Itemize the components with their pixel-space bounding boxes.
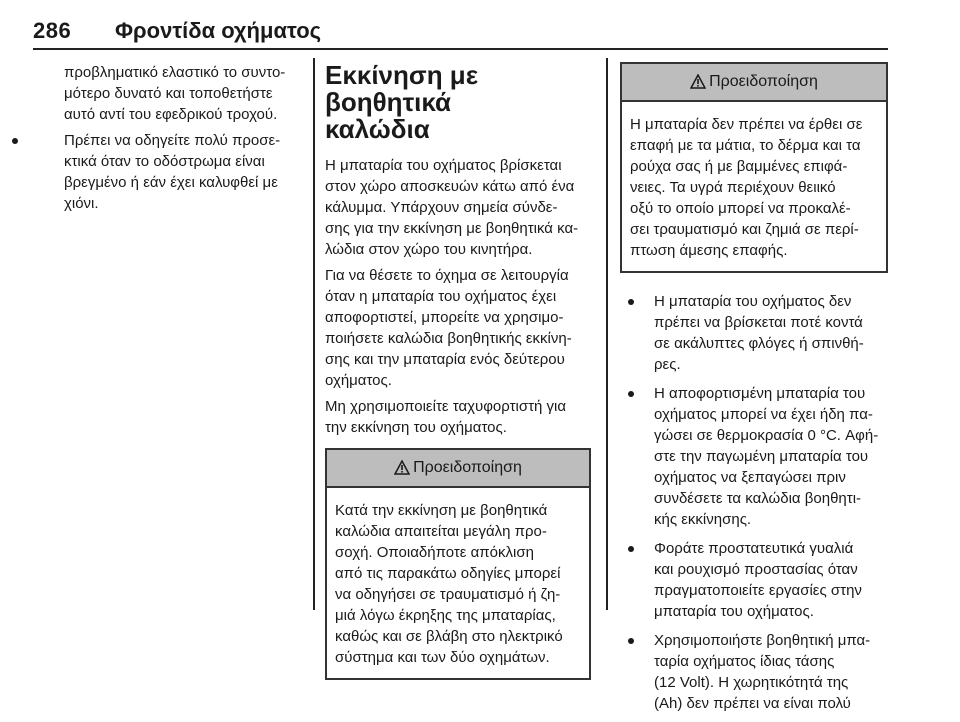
text-line: οχήματος μπορεί να έχει ήδη πα- [654,406,873,423]
text-line: καθώς και σε βλάβη στο ηλεκτρικό [335,628,563,645]
warning-title: Προειδοποίηση [709,73,818,90]
column-divider [606,58,608,610]
text-line: νειες. Τα υγρά περιέχουν θειικό [630,179,836,196]
text-line: προβληματικό ελαστικό το συντο- [64,64,286,81]
warning-triangle-icon [394,453,410,489]
text-line: λώδια στον χώρο του κινητήρα. [325,241,533,258]
text-line: ρούχα σας ή με βαμμένες επιφά- [630,158,848,175]
text-line: αυτό αντί του εφεδρικού τροχού. [64,106,278,123]
bullet-dot [628,638,634,644]
text-line: και ρουχισμό προστασίας όταν [654,561,858,578]
page-title: Φροντίδα οχήματος [115,18,322,43]
heading-line: καλώδια [325,114,430,144]
text-line: πτωση άμεσης επαφής. [630,242,788,259]
text-line: οχήματος. [325,372,392,389]
text-line: σης και την μπαταρία ενός δεύτερου [325,351,565,368]
text-line: κτικά όταν το οδόστρωμα είναι [64,153,265,170]
warning-body [622,102,886,271]
text-line: ρες. [654,356,681,373]
warning-triangle-icon [690,67,706,103]
text-line: κής εκκίνησης. [654,511,752,528]
bullet-item [620,383,888,530]
warning-title: Προειδοποίηση [413,459,522,476]
text-line: χιόνι. [64,195,99,212]
text-line: καλώδια απαιτείται μεγάλη προ- [335,523,547,540]
text-line: σει τραυματισμό και ζημιά σε περί- [630,221,859,238]
section-heading [325,62,591,143]
text-line: όταν η μπαταρία του οχήματος έχει [325,288,557,305]
bullet-item [620,630,888,714]
text-line: μιά λόγω έκρηξης της μπαταρίας, [335,607,556,624]
text-line: Η μπαταρία του οχήματος βρίσκεται [325,157,562,174]
text-line: γώσει σε θερμοκρασία 0 °C. Αφή- [654,427,879,444]
continued-text [30,62,300,125]
warning-header [327,450,589,488]
text-line: πρέπει να βρίσκεται ποτέ κοντά [654,314,863,331]
text-line: Η μπαταρία του οχήματος δεν [654,293,852,310]
warning-box [620,62,888,273]
page-number: 286 [33,18,72,43]
text-line: επαφή με τα μάτια, το δέρμα και τα [630,137,861,154]
bullet-item [620,291,888,375]
bullet-dot [628,391,634,397]
text-line: στον χώρο αποσκευών κάτω από ένα [325,178,575,195]
text-line: Κατά την εκκίνηση με βοηθητικά [335,502,548,519]
text-line: οχήματος να ξεπαγώσει πριν [654,469,846,486]
text-line: στε την παγωμένη μπαταρία του [654,448,869,465]
text-line: πραγματοποιείτε εργασίες στην [654,582,862,599]
bullet-dot [628,299,634,305]
text-line: σοχή. Οποιαδήποτε απόκλιση [335,544,534,561]
text-line: ταρία οχήματος ίδιας τάσης [654,653,835,670]
text-line: (Ah) δεν πρέπει να είναι πολύ [654,695,851,712]
page-header [33,12,888,50]
column-1 [30,62,300,222]
text-line: από τις παρακάτω οδηγίες μπορεί [335,565,561,582]
column-divider [313,58,315,610]
bullet-item [620,538,888,622]
text-line: Φοράτε προστατευτικά γυαλιά [654,540,854,557]
text-line: σύστημα και των δύο οχημάτων. [335,649,550,666]
column-3 [620,62,888,722]
text-line: την εκκίνηση του οχήματος. [325,419,507,436]
text-line: οξύ το οποίο μπορεί να προκαλέ- [630,200,851,217]
text-line: Η αποφορτισμένη μπαταρία του [654,385,866,402]
heading-line: Εκκίνηση με βοηθητικά [325,60,479,117]
bullet-dot [628,546,634,552]
bullet-dot [12,138,18,144]
text-line: Για να θέσετε το όχημα σε λειτουργία [325,267,569,284]
warning-box [325,448,591,680]
text-line: βρεγμένο ή εάν έχει καλυφθεί με [64,174,278,191]
paragraph [325,265,591,391]
text-line: ποιήσετε καλώδια βοηθητικής εκκίνη- [325,330,572,347]
text-line: μπαταρία του οχήματος. [654,603,814,620]
text-line: να οδηγήσει σε τραυματισμό ή ζη- [335,586,561,603]
bullet-item [0,130,300,214]
text-line: Πρέπει να οδηγείτε πολύ προσε- [64,132,281,149]
text-line: μότερο δυνατό και τοποθετήστε [64,85,273,102]
text-line: αποφορτιστεί, μπορείτε να χρησιμο- [325,309,564,326]
paragraph [325,396,591,438]
text-line: συνδέσετε τα καλώδια βοηθητι- [654,490,862,507]
text-line: Η μπαταρία δεν πρέπει να έρθει σε [630,116,863,133]
text-line: σης για την εκκίνηση με βοηθητικά κα- [325,220,579,237]
text-line: Μη χρησιμοποιείτε ταχυφορτιστή για [325,398,567,415]
warning-body [327,488,589,678]
paragraph [325,155,591,260]
column-2 [325,62,591,680]
text-line: σε ακάλυπτες φλόγες ή σπινθή- [654,335,864,352]
text-line: κάλυμμα. Υπάρχουν σημεία σύνδε- [325,199,558,216]
warning-header [622,64,886,102]
text-line: Χρησιμοποιήστε βοηθητική μπα- [654,632,871,649]
text-line: (12 Volt). Η χωρητικότητά της [654,674,849,691]
